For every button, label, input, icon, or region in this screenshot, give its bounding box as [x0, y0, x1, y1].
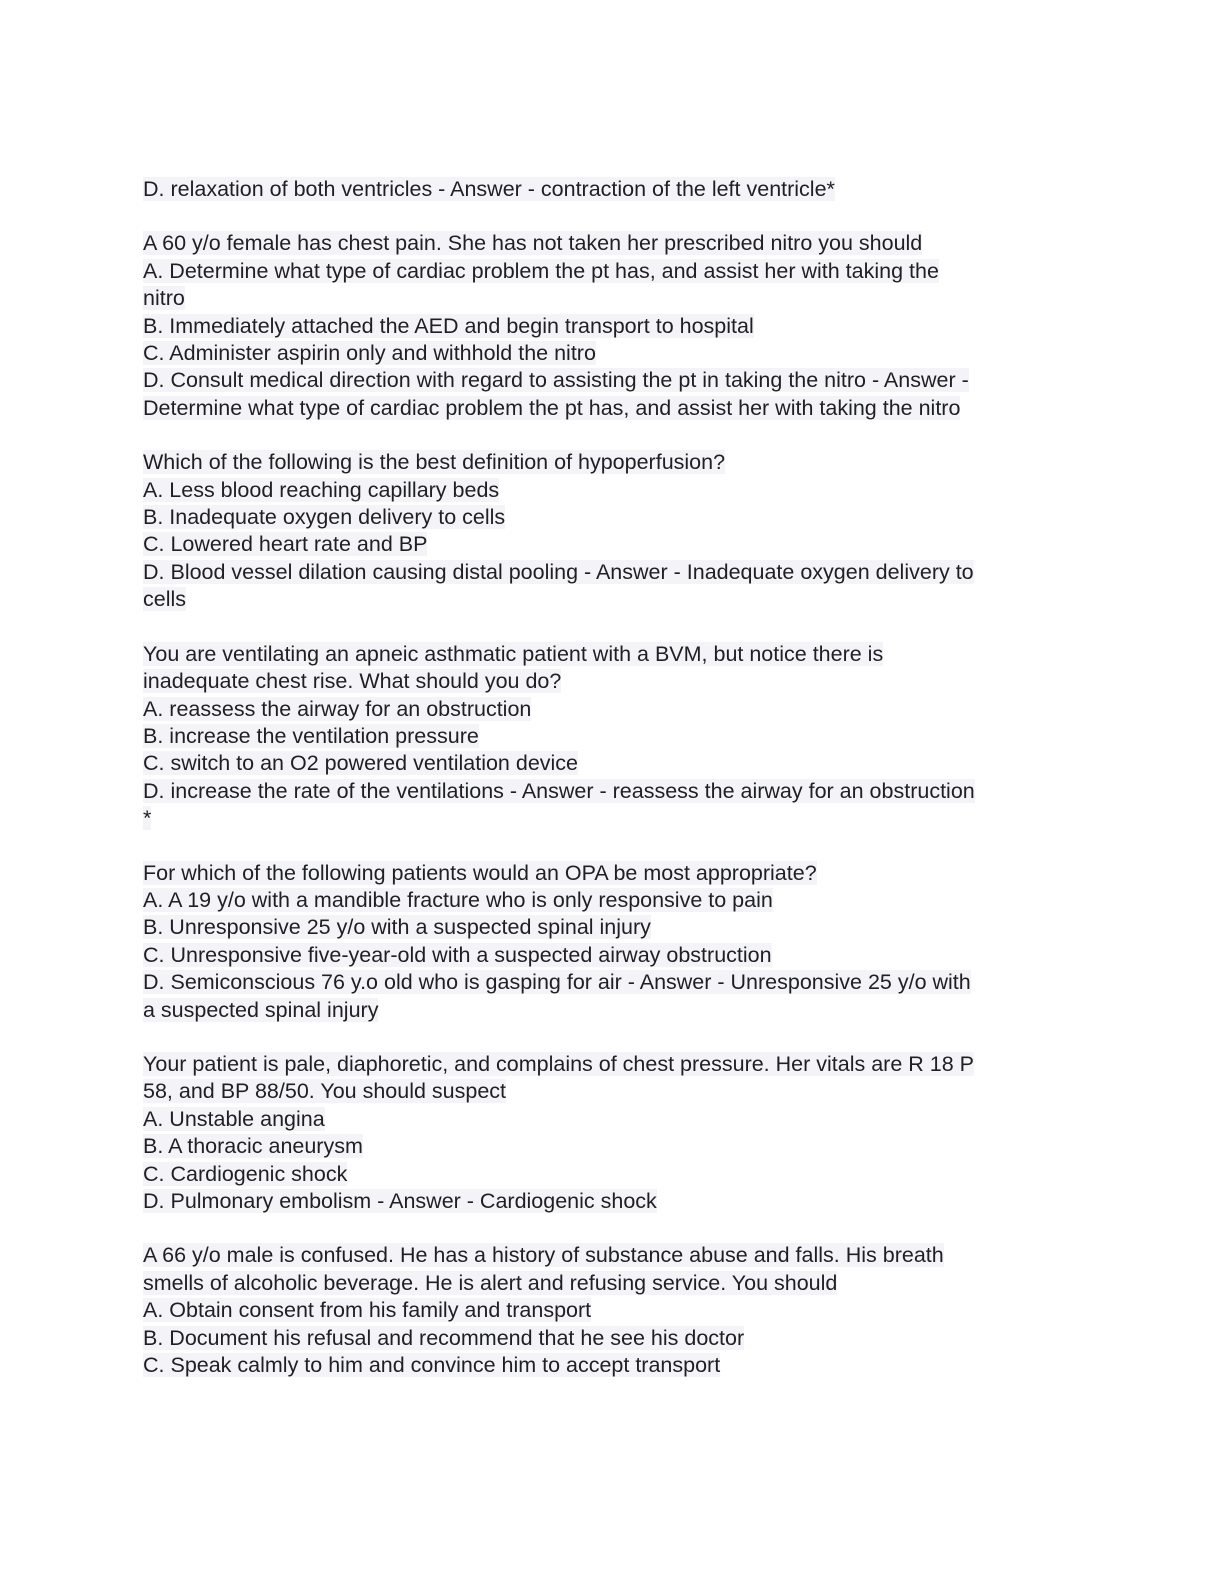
question-block-2 — [143, 230, 1073, 422]
question-stem: Which of the following is the best definition of hypoperfusion? — [143, 450, 726, 475]
answer-key: * — [143, 806, 152, 831]
answer-option: A. A 19 y/o with a mandible fracture who is only responsive to pain — [143, 887, 773, 912]
answer-option: A. Obtain consent from his family and transport — [143, 1298, 592, 1323]
answer-option: B. Immediately attached the AED and begin transport to hospital — [143, 313, 754, 338]
answer-option: C. Speak calmly to him and convince him to accept transport — [143, 1353, 721, 1378]
answer-option: B. increase the ventilation pressure — [143, 723, 479, 748]
question-block-1 — [143, 176, 1073, 203]
answer-option: C. Lowered heart rate and BP — [143, 532, 428, 557]
question-stem-continued: 58, and BP 88/50. You should suspect — [143, 1079, 507, 1104]
answer-option: B. Unresponsive 25 y/o with a suspected spinal injury — [143, 915, 651, 940]
answer-option: C. Unresponsive five-year-old with a suspected airway obstruction — [143, 942, 772, 967]
answer-option: A. reassess the airway for an obstruction — [143, 696, 532, 721]
answer-option: B. Document his refusal and recommend that he see his doctor — [143, 1325, 745, 1350]
question-block-4 — [143, 641, 1073, 833]
answer-option: D. Consult medical direction with regard to assisting the pt in taking the nitro - Answer - — [143, 368, 969, 393]
question-stem: A 66 y/o male is confused. He has a history of substance abuse and falls. His breath — [143, 1243, 944, 1268]
answer-option-continued: nitro — [143, 286, 185, 311]
question-block-6 — [143, 1051, 1073, 1215]
question-stem-continued: inadequate chest rise. What should you do? — [143, 669, 562, 694]
answer-option: D. increase the rate of the ventilations - Answer - reassess the airway for an obstruction — [143, 778, 975, 803]
answer-option: B. Inadequate oxygen delivery to cells — [143, 505, 506, 530]
document-page — [143, 176, 1073, 1406]
answer-key: cells — [143, 587, 187, 612]
question-block-5 — [143, 860, 1073, 1024]
question-stem: A 60 y/o female has chest pain. She has not taken her prescribed nitro you should — [143, 231, 923, 256]
answer-option: A. Determine what type of cardiac problem the pt has, and assist her with taking the — [143, 258, 939, 283]
question-stem: You are ventilating an apneic asthmatic patient with a BVM, but notice there is — [143, 641, 884, 666]
answer-option: D. Semiconscious 76 y.o old who is gasping for air - Answer - Unresponsive 25 y/o with — [143, 970, 971, 995]
question-block-3 — [143, 449, 1073, 613]
answer-option: B. A thoracic aneurysm — [143, 1134, 363, 1159]
question-stem: Your patient is pale, diaphoretic, and complains of chest pressure. Her vitals are R 18 P — [143, 1051, 974, 1076]
question-stem-continued: smells of alcoholic beverage. He is alert and refusing service. You should — [143, 1270, 838, 1295]
answer-key: Determine what type of cardiac problem the pt has, and assist her with taking the nitro — [143, 395, 961, 420]
answer-option: C. Cardiogenic shock — [143, 1161, 348, 1186]
text-line: D. relaxation of both ventricles - Answer - contraction of the left ventricle* — [143, 177, 835, 201]
answer-option: A. Unstable angina — [143, 1106, 325, 1131]
question-block-7 — [143, 1242, 1073, 1379]
question-stem: For which of the following patients would an OPA be most appropriate? — [143, 860, 817, 885]
answer-option: C. Administer aspirin only and withhold the nitro — [143, 341, 596, 366]
answer-key: a suspected spinal injury — [143, 997, 379, 1022]
answer-option: A. Less blood reaching capillary beds — [143, 477, 500, 502]
answer-key: D. Pulmonary embolism - Answer - Cardiogenic shock — [143, 1189, 657, 1213]
answer-option: C. switch to an O2 powered ventilation device — [143, 751, 579, 776]
answer-option: D. Blood vessel dilation causing distal pooling - Answer - Inadequate oxygen delivery to — [143, 559, 974, 584]
